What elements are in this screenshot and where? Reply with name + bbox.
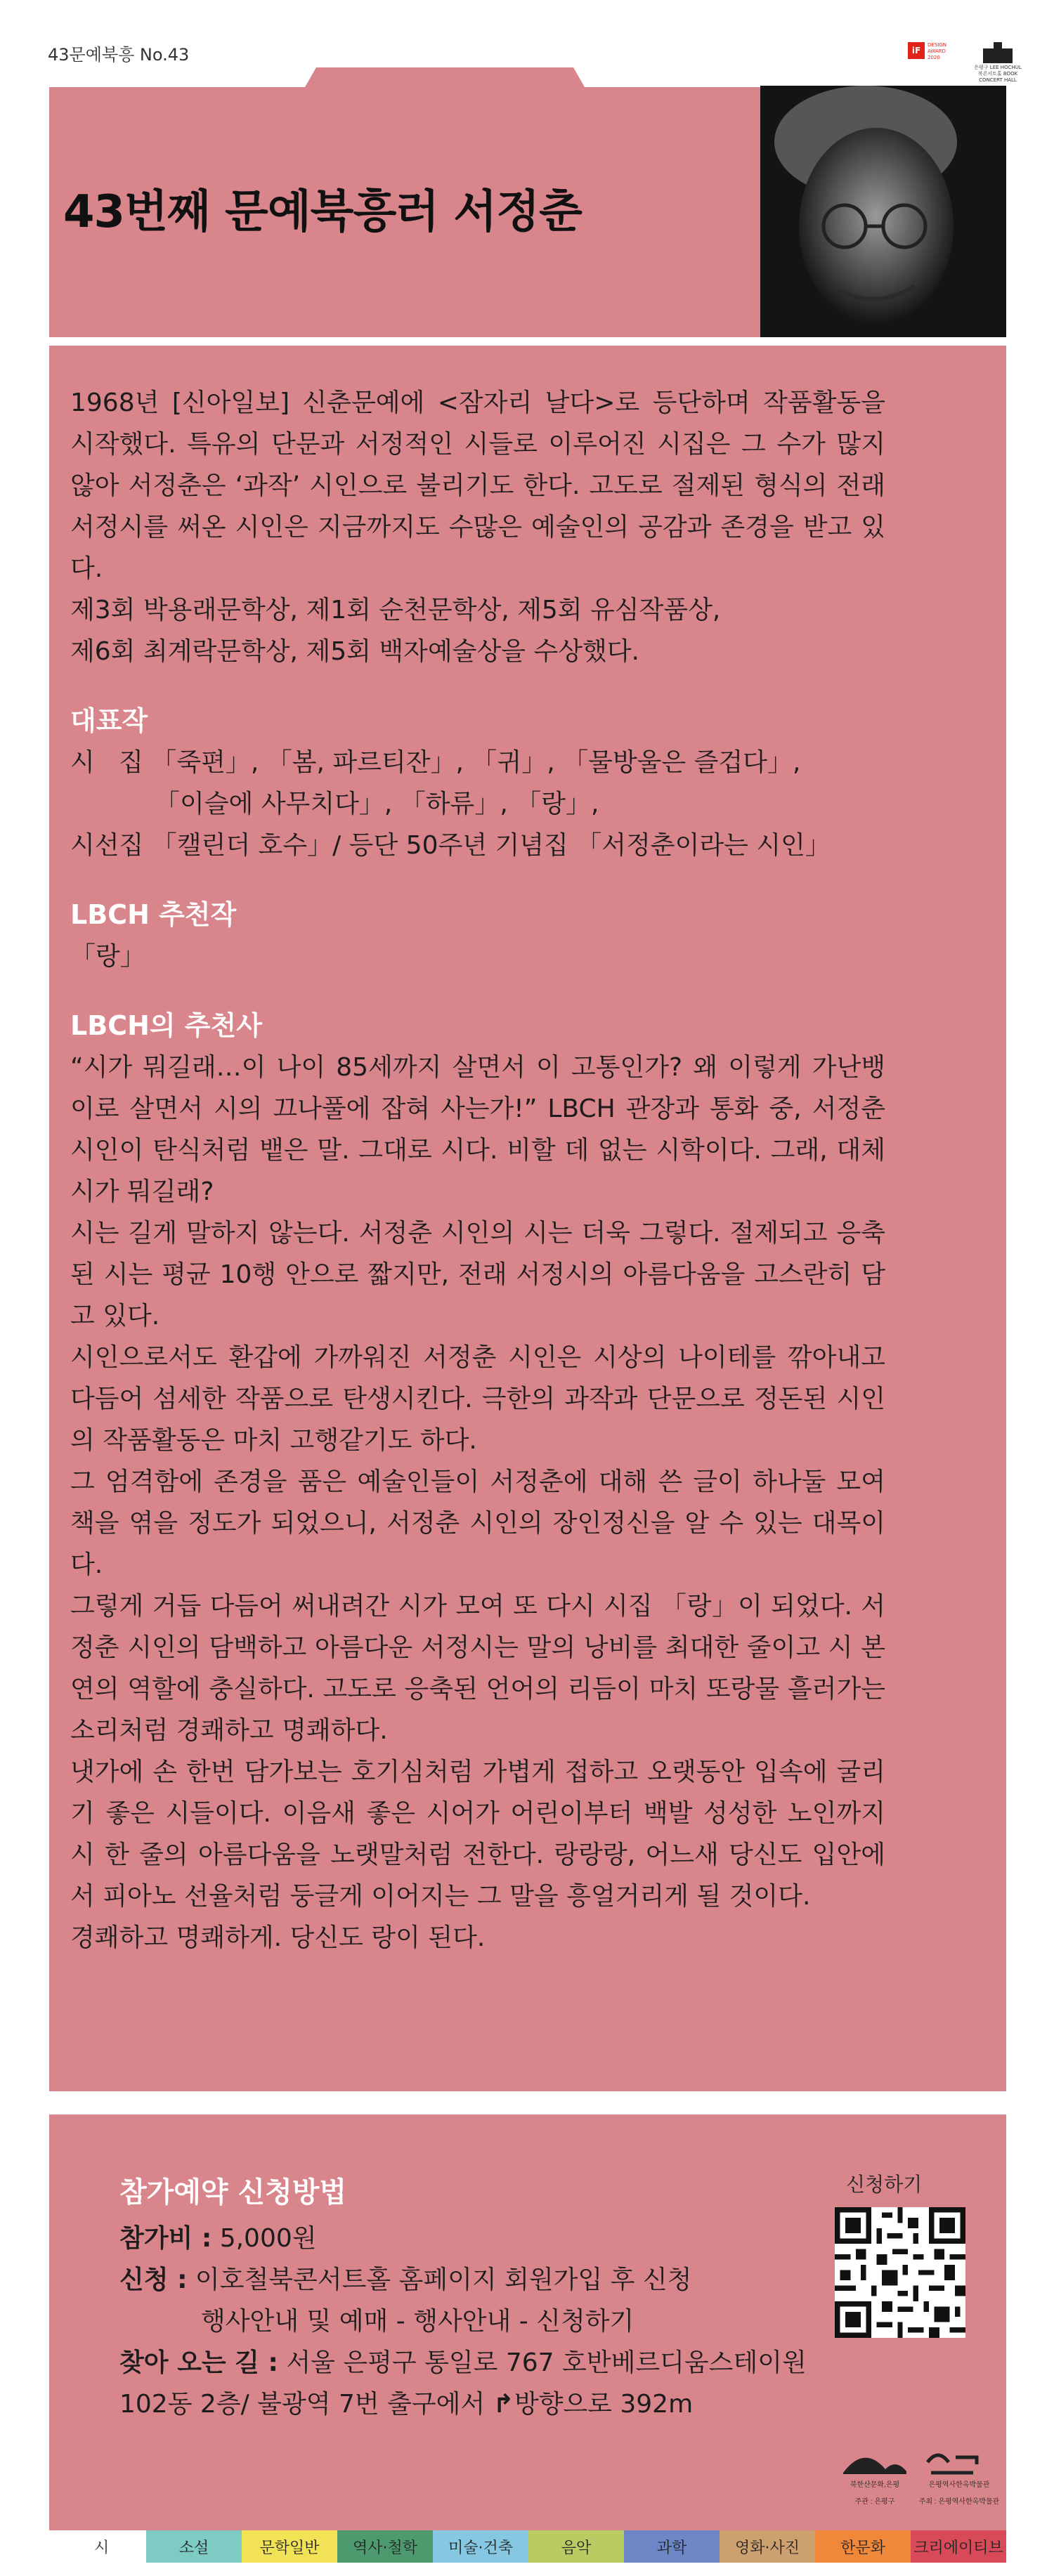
awards-line: 제6회 최계락문학상, 제5회 백자예술상을 수상했다. [70, 637, 639, 666]
works-line: 시선집 「캘린더 호수」/ 등단 50주년 기념집 「서정춘이라는 시인」 [70, 831, 831, 860]
page-title: 43번째 문예북흥러 서정춘 [63, 186, 582, 238]
intro-paragraph: 1968년 [신아일보] 신춘문예에 <잠자리 날다>로 등단하며 작품활동을 시작했다. 특유의 단문과 서정적인 시들로 이루어진 시집은 그 수가 많지 않아 서정춘은 ‘과작’ 시인으로 불리기도 한다. 고도로 절제된 형식의 전래 서정시를 써온 시인은 지금까지도 수많은 예술인의 공감과 존경을 받고 있다. [70, 388, 885, 583]
recommend-title: 「랑」 [70, 942, 145, 971]
category-science[interactable]: 과학 [624, 2530, 720, 2563]
directions-value: 서울 은평구 통일로 767 호반베르디움스테이원 [278, 2348, 807, 2377]
if-award-mark: iF [908, 42, 925, 59]
commentary-paragraph: “시가 뭐길래…이 나이 85세까지 살면서 이 고통인가? 왜 이렇게 가난뱅이로 살면서 시의 끄나풀에 잡혀 사는가!” LBCH 관장과 통화 중, 서정춘 시인이 탄식처럼 뱉은 말. 그대로 시다. 비할 데 없는 시학이다. 그래, 대체 시가 뭐길래? [70, 1053, 885, 1206]
category-history-philosophy[interactable]: 역사·철학 [337, 2530, 433, 2563]
issue-label: 43문예북흥 No.43 [48, 45, 190, 65]
category-music[interactable]: 음악 [528, 2530, 624, 2563]
commentary-heading: LBCH의 추천사 [70, 1010, 262, 1041]
directions-text: 방향으로 392m [514, 2390, 694, 2419]
category-bar [49, 2530, 1006, 2563]
commentary-paragraph: 그 엄격함에 존경을 품은 예술인들이 서정춘에 대해 쓴 글이 하나둘 모여 책을 엮을 정도가 되었으니, 서정춘 시인의 장인정신을 알 수 있는 대목이다. [70, 1467, 885, 1579]
hall-building-icon [977, 42, 1019, 63]
organizer-logos [836, 2431, 1005, 2515]
fee-label: 참가비 : [119, 2224, 212, 2253]
footer-panel [49, 2114, 1006, 2536]
category-literature[interactable]: 문학일반 [242, 2530, 337, 2563]
category-film-photo[interactable]: 영화·사진 [720, 2530, 815, 2563]
category-art-architecture[interactable]: 미술·건축 [433, 2530, 528, 2563]
qr-label: 신청하기 [846, 2173, 923, 2196]
commentary-paragraph: 시는 길게 말하지 않는다. 서정춘 시인의 시는 더욱 그렇다. 절제되고 응축된 시는 평균 10행 안으로 짧지만, 전래 서정시의 아름다움을 고스란히 담고 있다. [70, 1219, 885, 1331]
category-korean-culture[interactable]: 한문화 [815, 2530, 911, 2563]
reservation-heading: 참가예약 신청방법 [119, 2176, 347, 2209]
category-novel[interactable]: 소설 [146, 2530, 242, 2563]
hall-text: BOOK CONCERT HALL [979, 71, 1018, 83]
hall-text: LEE HOCHUL [989, 65, 1022, 70]
fee-value: 5,000원 [212, 2224, 317, 2253]
recommend-heading: LBCH 추천작 [70, 899, 237, 930]
if-award-logo [908, 42, 957, 74]
host-name: 북한산문화,은평 [850, 2481, 900, 2489]
category-creative[interactable]: 크리에이티브 [911, 2530, 1006, 2563]
apply-label: 신청 : [119, 2266, 188, 2294]
category-poetry[interactable]: 시 [94, 2539, 110, 2557]
sponsor-logos [908, 42, 1026, 84]
turn-right-arrow-icon: ↱ [493, 2390, 514, 2419]
museum-line: 주최 : 은평역사한옥박물관 [918, 2498, 1000, 2506]
directions-line [119, 2342, 822, 2384]
directions-text: 102동 2층/ 불광역 7번 출구에서 [119, 2390, 493, 2419]
reservation-info [119, 2172, 822, 2425]
host-line: 주관 : 은평구 [854, 2498, 895, 2506]
if-award-text: DESIGN [928, 42, 946, 48]
works-line: 시 집 「죽편」, 「봄, 파르티잔」, 「귀」, 「물방울은 즐겁다」, [70, 748, 801, 777]
commentary-paragraph: 시인으로서도 환갑에 가까워진 서정춘 시인은 시상의 나이테를 깎아내고 다듬어 섬세한 작품으로 탄생시킨다. 극한의 과작과 단문으로 정돈된 시인의 작품활동은 마치 고행같기도 하다. [70, 1343, 885, 1455]
apply-line [119, 2259, 822, 2301]
directions-label: 찾아 오는 길 : [119, 2348, 278, 2377]
body-content [70, 382, 885, 1959]
works-heading: 대표작 [70, 705, 148, 736]
if-award-text: AWARD [928, 48, 946, 54]
book-concert-hall-logo [970, 42, 1026, 84]
poet-portrait-photo [760, 86, 1006, 337]
commentary-paragraph: 냇가에 손 한번 담가보는 호기심처럼 가볍게 접하고 오랫동안 입속에 굴리기 좋은 시들이다. 이음새 좋은 시어가 어린이부터 백발 성성한 노인까지 시 한 줄의 아름다움을 노랫말처럼 전한다. 랑랑랑, 어느새 당신도 입안에서 피아노 선율처럼 둥글게 이어지는 그 말을 흥얼거리게 될 것이다. [70, 1758, 885, 1911]
hall-text: 은평구 [974, 65, 989, 70]
apply-path: 행사안내 및 예매 - 행사안내 - 신청하기 [201, 2307, 635, 2336]
hall-text: 북콘서트홀 [977, 71, 1002, 77]
directions-line-2 [119, 2384, 822, 2425]
if-award-year: 2020 [928, 55, 940, 60]
works-line: 「이슬에 사무치다」, 「하류」, 「랑」, [155, 790, 599, 818]
commentary-paragraph: 경쾌하고 명쾌하게. 당신도 랑이 된다. [70, 1923, 486, 1952]
awards-line: 제3회 박용래문학상, 제1회 순천문학상, 제5회 유심작품상, [70, 596, 721, 625]
qr-code[interactable] [835, 2207, 965, 2338]
museum-name: 은평역사한옥박물관 [928, 2481, 990, 2489]
commentary-paragraph: 그렇게 거듭 다듬어 써내려간 시가 모여 또 다시 시집 「랑」이 되었다. 서정춘 시인의 담백하고 아름다운 서정시는 말의 낭비를 최대한 줄이고 시 본연의 역할에 충실하다. 고도로 응축된 언어의 리듬이 마치 또랑물 흘러가는 소리처럼 경쾌하고 명쾌하다. [70, 1592, 885, 1745]
apply-value: 이호철북콘서트홀 홈페이지 회원가입 후 신청 [187, 2266, 692, 2294]
fee-line [119, 2218, 822, 2259]
